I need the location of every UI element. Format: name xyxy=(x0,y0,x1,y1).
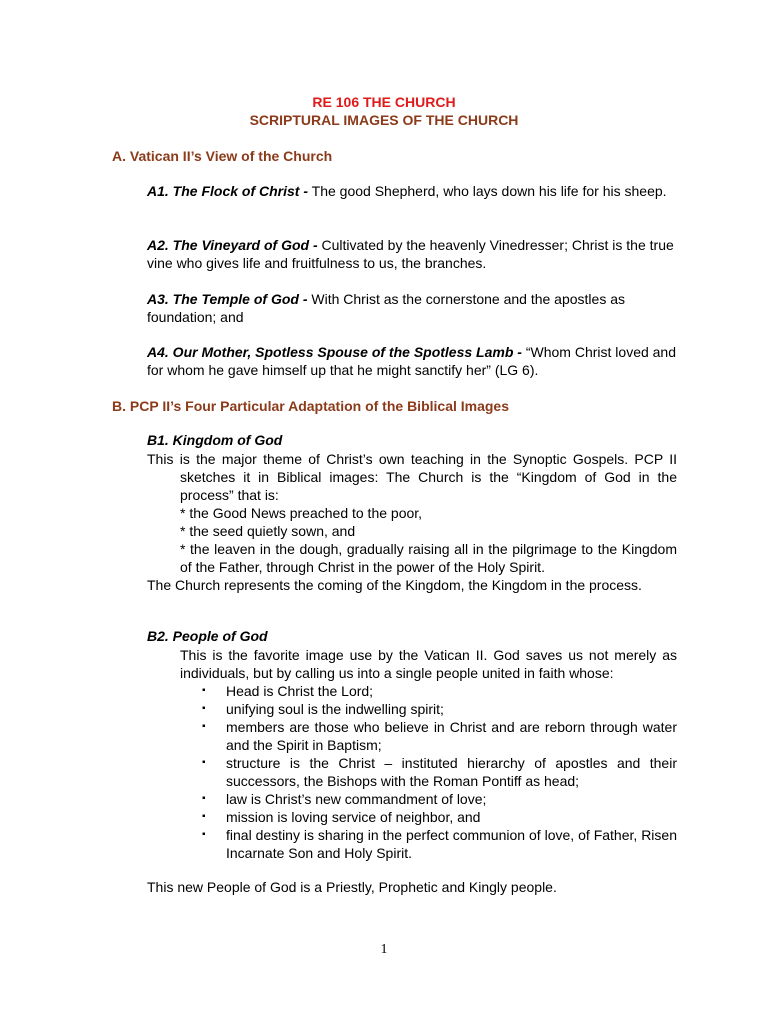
section-b-heading: B. PCP II’s Four Particular Adaptation of the Biblical Images xyxy=(112,398,510,414)
b2-heading: B2. People of God xyxy=(147,628,268,644)
bullet-icon: ▪ xyxy=(202,685,206,696)
b1-body xyxy=(147,450,677,594)
item-a2-label: A2. The Vineyard of God - xyxy=(147,237,318,253)
list-item xyxy=(200,682,677,700)
list-item xyxy=(200,718,677,754)
list-item xyxy=(200,808,677,826)
list-item-text: structure is the Christ – instituted hierarchy of apostles and their successors, the Bishops with the Roman Pontiff as head; xyxy=(226,755,677,789)
b1-item: * the seed quietly sown, and xyxy=(180,523,356,539)
list-item-text: final destiny is sharing in the perfect communion of love, of Father, Risen Incarnate Son and Holy Spirit. xyxy=(226,827,677,861)
bullet-icon: ▪ xyxy=(202,793,206,804)
item-a1 xyxy=(147,182,677,200)
list-item xyxy=(200,826,677,862)
b1-closing: The Church represents the coming of the Kingdom, the Kingdom in the process. xyxy=(147,577,642,593)
bullet-icon: ▪ xyxy=(202,721,206,732)
item-a2 xyxy=(147,236,677,272)
b2-bullet-list xyxy=(200,682,677,862)
bullet-icon: ▪ xyxy=(202,829,206,840)
page-number: 1 xyxy=(380,942,388,957)
list-item xyxy=(200,754,677,790)
list-item xyxy=(200,790,677,808)
b2-intro xyxy=(157,646,677,682)
item-a4-label: A4. Our Mother, Spotless Spouse of the Spotless Lamb - xyxy=(147,344,522,360)
item-a3-label: A3. The Temple of God - xyxy=(147,291,308,307)
item-a4-text: “Whom Christ loved and for whom he gave himself up that he might sanctify her” (LG 6). xyxy=(147,344,677,378)
document-title: RE 106 THE CHURCH xyxy=(312,94,456,110)
b2-intro-span: This is the favorite image use by the Vatican II. God saves us not merely as individuals, but by calling us into a single people united in faith whose: xyxy=(180,647,677,681)
b1-item: * the leaven in the dough, gradually raising all in the pilgrimage to the Kingdom of the Father, through Christ in the power of the Holy Spirit. xyxy=(180,541,677,575)
item-a1-text: The good Shepherd, who lays down his life for his sheep. xyxy=(308,183,667,199)
b1-heading: B1. Kingdom of God xyxy=(147,432,283,448)
item-a3 xyxy=(147,290,677,326)
list-item-text: members are those who believe in Christ and are reborn through water and the Spirit in Baptism; xyxy=(226,719,677,753)
bullet-icon: ▪ xyxy=(202,811,206,822)
item-a2-text: Cultivated by the heavenly Vinedresser; Christ is the true vine who gives life and fruitfulness to us, the branches. xyxy=(147,237,674,271)
item-a4 xyxy=(147,343,677,379)
b2-closing: This new People of God is a Priestly, Prophetic and Kingly people. xyxy=(147,879,557,895)
b2-intro-text xyxy=(157,646,677,682)
b1-intro: This is the major theme of Christ’s own teaching in the Synoptic Gospels. PCP II sketches it in Biblical images: The Church is the “Kingdom of God in the process” that is: xyxy=(147,451,677,503)
bullet-icon: ▪ xyxy=(202,757,206,768)
list-item-text: unifying soul is the indwelling spirit; xyxy=(226,701,444,717)
list-item-text: law is Christ’s new commandment of love; xyxy=(226,791,487,807)
bullet-icon: ▪ xyxy=(202,703,206,714)
b1-item: * the Good News preached to the poor, xyxy=(180,505,423,521)
section-a-heading: A. Vatican II’s View of the Church xyxy=(112,148,333,164)
item-a1-label: A1. The Flock of Christ - xyxy=(147,183,309,199)
item-a3-text: With Christ as the cornerstone and the apostles as foundation; and xyxy=(147,291,625,325)
document-subtitle: SCRIPTURAL IMAGES OF THE CHURCH xyxy=(249,112,519,128)
list-item-text: Head is Christ the Lord; xyxy=(226,683,374,699)
list-item xyxy=(200,700,677,718)
list-item-text: mission is loving service of neighbor, and xyxy=(226,809,481,825)
